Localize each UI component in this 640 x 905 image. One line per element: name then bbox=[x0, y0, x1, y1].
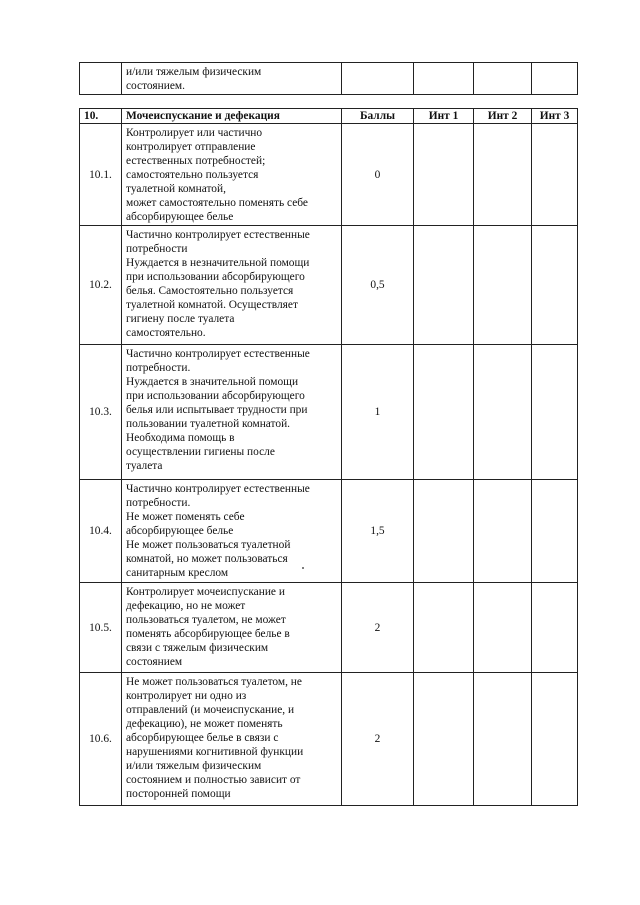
description-line: при использовании абсорбирующего bbox=[126, 271, 305, 283]
int1-cell bbox=[414, 583, 474, 673]
continuation-text-cell bbox=[122, 63, 342, 95]
score-column-header: Баллы bbox=[342, 109, 414, 124]
description-line: Нуждается в значительной помощи bbox=[126, 376, 299, 388]
int3-cell bbox=[532, 226, 578, 345]
int1-cell bbox=[414, 124, 474, 226]
continuation-int1-cell bbox=[414, 63, 474, 95]
int2-cell bbox=[474, 345, 532, 480]
row-number: 10.1. bbox=[80, 124, 122, 226]
description-line: абсорбирующее белье bbox=[126, 211, 234, 223]
description-line: состоянием и полностью зависит от bbox=[126, 774, 301, 786]
int2-column-header: Инт 2 bbox=[474, 109, 532, 124]
description-line: Нуждается в незначительной помощи bbox=[126, 257, 310, 269]
description-line: осуществлении гигиены после bbox=[126, 446, 275, 458]
description-line: поменять абсорбирующее белье в bbox=[126, 628, 290, 640]
description-line: потребности. bbox=[126, 362, 191, 374]
continuation-int3-cell bbox=[532, 63, 578, 95]
row-description bbox=[122, 583, 342, 673]
description-line: при использовании абсорбирующего bbox=[126, 390, 305, 402]
row-score: 2 bbox=[342, 583, 414, 673]
int1-column-header: Инт 1 bbox=[414, 109, 474, 124]
int1-cell bbox=[414, 226, 474, 345]
description-line: гигиену после туалета bbox=[126, 313, 235, 325]
row-description bbox=[122, 345, 342, 480]
int2-cell bbox=[474, 226, 532, 345]
description-line: Контролирует или частично bbox=[126, 127, 263, 139]
description-line: Контролирует мочеиспускание и bbox=[126, 586, 285, 598]
description-line: дефекацию, но не может bbox=[126, 600, 246, 612]
description-line: контролирует ни одно из bbox=[126, 690, 247, 702]
description-line: пользоваться туалетом, не может bbox=[126, 614, 286, 626]
continuation-int2-cell bbox=[474, 63, 532, 95]
description-line: пользовании туалетной комнатой. bbox=[126, 418, 291, 430]
int1-cell bbox=[414, 480, 474, 583]
row-description bbox=[122, 124, 342, 226]
int3-cell bbox=[532, 673, 578, 806]
assessment-table bbox=[79, 108, 578, 806]
continuation-row bbox=[80, 63, 578, 95]
description-line: дефекацию), не может поменять bbox=[126, 718, 283, 730]
description-line: Не может пользоваться туалетной bbox=[126, 539, 291, 551]
table-row bbox=[80, 583, 578, 673]
row-description bbox=[122, 673, 342, 806]
description-line: состоянием bbox=[126, 656, 183, 668]
description-line: посторонней помощи bbox=[126, 788, 231, 800]
description-line: туалета bbox=[126, 460, 163, 472]
scan-speck bbox=[302, 567, 304, 569]
description-line: и/или тяжелым физическим bbox=[126, 760, 262, 772]
description-line: отправлений (и мочеиспускание, и bbox=[126, 704, 295, 716]
description-line: Частично контролирует естественные bbox=[126, 348, 310, 360]
description-line: Не может пользоваться туалетом, не bbox=[126, 676, 302, 688]
description-line: самостоятельно. bbox=[126, 327, 206, 339]
row-number: 10.4. bbox=[80, 480, 122, 583]
description-line: потребности bbox=[126, 243, 188, 255]
section-number: 10. bbox=[80, 109, 122, 124]
description-line: Частично контролирует естественные bbox=[126, 483, 310, 495]
description-line: белья или испытывает трудности при bbox=[126, 404, 308, 416]
int3-cell bbox=[532, 345, 578, 480]
int1-cell bbox=[414, 673, 474, 806]
table-row bbox=[80, 480, 578, 583]
description-line: Частично контролирует естественные bbox=[126, 229, 310, 241]
description-line: контролирует отправление bbox=[126, 141, 256, 153]
description-line: Не может поменять себе bbox=[126, 511, 245, 523]
description-line: абсорбирующее белье bbox=[126, 525, 234, 537]
continuation-num-cell bbox=[80, 63, 122, 95]
description-line: может самостоятельно поменять себе bbox=[126, 197, 308, 209]
table-row bbox=[80, 345, 578, 480]
row-number: 10.3. bbox=[80, 345, 122, 480]
table-row bbox=[80, 226, 578, 345]
continuation-line: состоянием. bbox=[126, 80, 185, 92]
row-number: 10.2. bbox=[80, 226, 122, 345]
int2-cell bbox=[474, 673, 532, 806]
row-score: 0,5 bbox=[342, 226, 414, 345]
description-line: Необходима помощь в bbox=[126, 432, 235, 444]
int2-cell bbox=[474, 124, 532, 226]
description-line: санитарным креслом bbox=[126, 567, 229, 579]
row-score: 0 bbox=[342, 124, 414, 226]
description-line: абсорбирующее белье в связи с bbox=[126, 732, 279, 744]
description-line: комнатой, но может пользоваться bbox=[126, 553, 288, 565]
continuation-line: и/или тяжелым физическим bbox=[126, 66, 262, 78]
int3-cell bbox=[532, 583, 578, 673]
row-number: 10.6. bbox=[80, 673, 122, 806]
continuation-score-cell bbox=[342, 63, 414, 95]
description-line: нарушениями когнитивной функции bbox=[126, 746, 304, 758]
int2-cell bbox=[474, 583, 532, 673]
row-description bbox=[122, 480, 342, 583]
row-score: 1 bbox=[342, 345, 414, 480]
description-line: связи с тяжелым физическим bbox=[126, 642, 269, 654]
section-header-row bbox=[80, 109, 578, 124]
description-line: потребности. bbox=[126, 497, 191, 509]
table-row bbox=[80, 124, 578, 226]
int3-cell bbox=[532, 124, 578, 226]
section-title: Мочеиспускание и дефекация bbox=[122, 109, 342, 124]
description-line: белья. Самостоятельно пользуется bbox=[126, 285, 294, 297]
continuation-table bbox=[79, 62, 578, 95]
int3-column-header: Инт 3 bbox=[532, 109, 578, 124]
description-line: туалетной комнатой. Осуществляет bbox=[126, 299, 298, 311]
row-score: 1,5 bbox=[342, 480, 414, 583]
description-line: естественных потребностей; bbox=[126, 155, 266, 167]
description-line: туалетной комнатой, bbox=[126, 183, 226, 195]
int2-cell bbox=[474, 480, 532, 583]
description-line: самостоятельно пользуется bbox=[126, 169, 259, 181]
table-row bbox=[80, 673, 578, 806]
row-number: 10.5. bbox=[80, 583, 122, 673]
int3-cell bbox=[532, 480, 578, 583]
row-score: 2 bbox=[342, 673, 414, 806]
int1-cell bbox=[414, 345, 474, 480]
row-description bbox=[122, 226, 342, 345]
